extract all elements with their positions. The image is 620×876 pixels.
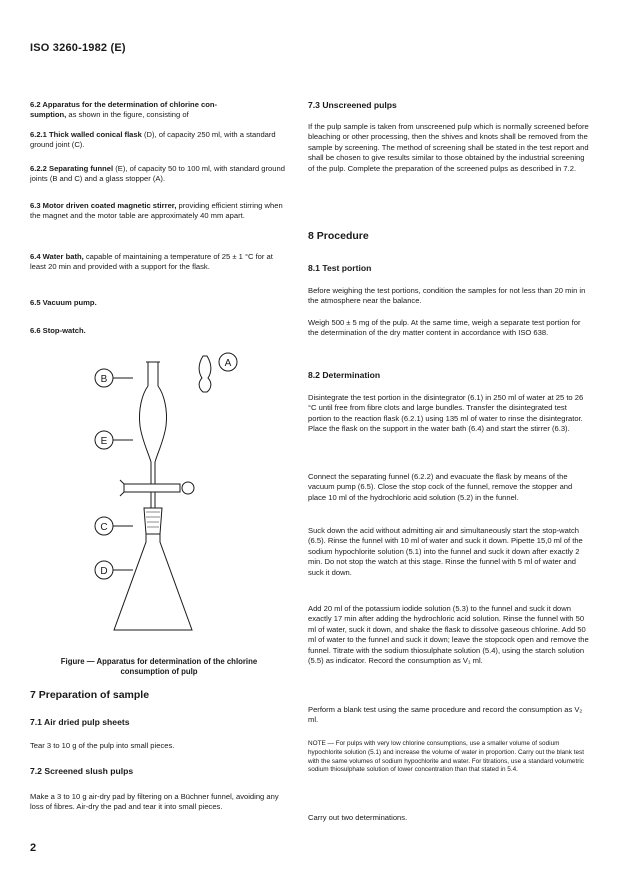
conical-flask — [114, 534, 192, 630]
section-6-2-text: as shown in the figure, consisting of — [66, 110, 189, 120]
section-6-2-1 — [30, 130, 288, 151]
label-c: C — [100, 522, 108, 533]
funnel-stem — [151, 474, 155, 508]
funnel-neck — [148, 362, 158, 386]
section-8-2-p6: Carry out two determinations. — [308, 813, 408, 822]
section-7-1-text: Tear 3 to 10 g of the pulp into small pieces. — [30, 741, 175, 750]
section-6-3-title: 6.3 Motor driven coated magnetic stirrer, — [30, 201, 177, 210]
section-8-1-title: 8.1 Test portion — [308, 263, 372, 273]
figure-caption: Figure — Apparatus for determination of the chlorine consumption of pulp — [60, 657, 258, 676]
funnel-body — [139, 386, 166, 474]
section-6-5-title: 6.5 Vacuum pump. — [30, 298, 97, 307]
section-8-1-p2: Weigh 500 ± 5 mg of the pulp. At the same time, weigh a separate test portion for the determination of the dry matter content in accordance with ISO 638. — [308, 318, 581, 338]
document-header: ISO 3260-1982 (E) — [30, 42, 126, 54]
section-6-2-title-cont: sumption, — [30, 110, 67, 120]
section-8-title: 8 Procedure — [308, 230, 369, 242]
section-7-2-text: Make a 3 to 10 g air-dry pad by filtering on a Büchner funnel, avoiding any loss of fibres. Air-dry the pad and tear it into small pieces. — [30, 792, 279, 812]
stopcock-knob — [182, 482, 194, 494]
section-6-2-title: 6.2 Apparatus for the determination of chlorine con- — [30, 100, 218, 109]
page-number: 2 — [30, 842, 37, 854]
section-8-2-title: 8.2 Determination — [308, 370, 381, 380]
section-6-2-1-title: 6.2.1 Thick walled conical flask — [30, 130, 142, 139]
section-7-3-text: If the pulp sample is taken from unscreened pulp which is normally screened before bleaching or other processing, then the shives and knots shall be removed from the sample by screening. The method of screening shall be stated in the test report and shall be chosen to give results similar to those obtained by the industrial screening of the pulp. Complete the preparation of the screened pulps as described in 7.2. — [308, 122, 589, 173]
section-8-1-p1: Before weighing the test portions, condition the samples for not less than 20 min in the atmosphere near the balance. — [308, 286, 586, 306]
section-6-3-text: providing efficient stirring when the magnet and the motor table are approximately 40 mm apart. — [30, 201, 283, 221]
section-6-4-title: 6.4 Water bath, — [30, 252, 84, 261]
stopper-a — [199, 356, 211, 392]
stopcock-handle — [120, 480, 124, 496]
note: NOTE — For pulps with very low chlorine consumptions, use a smaller volume of sodium hypochlorite solution (5.1) and increase the volume of water in proportion. Carry out the blank test with the same volumes of sodium hypochlorite and water. For titrations, use a standard volumetric sodium thiosulphate solution of lower concentration than that stated in 5.4. — [308, 740, 585, 774]
section-6-2-2-text: (E), of capacity 50 to 100 ml, with standard ground joints (B and C) and a glass stopper (A). — [30, 164, 285, 184]
section-6-2-1-text: (D), of capacity 250 ml, with a standard ground joint (C). — [30, 130, 276, 150]
stopcock-barrel — [124, 484, 180, 492]
section-8-2-p4: Add 20 ml of the potassium iodide solution (5.3) to the funnel and suck it down exactly 17 min after adding the hydrochloric acid solution. Rinse the funnel with 50 ml of water, suck it down, and shake the flask to dissolve gaseous chlorine. Add 50 ml of water to the funnel and suck it down; leave the stopcock open and remove the funnel. Titrate with the sodium thiosulphate solution (5.4), using the starch solution (5.5) as indicator. Record the consumption as V₁ ml. — [308, 604, 589, 666]
section-6-2-2-title: 6.2.2 Separating funnel — [30, 164, 114, 173]
section-6-3 — [30, 201, 288, 222]
label-d: D — [100, 566, 108, 577]
label-b: B — [100, 374, 108, 385]
section-8-2-p5: Perform a blank test using the same procedure and record the consumption as V₂ ml. — [308, 705, 583, 725]
section-7-3-title: 7.3 Unscreened pulps — [308, 100, 397, 110]
section-8-2-p3: Suck down the acid without admitting air and simultaneously start the stop-watch (6.5). Rinse the funnel with 10 ml of water and suck it down. Pipette 15,0 ml of the sodium hypochlorite solution (5.1) into the funnel and suck it down after exactly 2 min. Do not stop the watch at this stage. Rinse the funnel with 5 ml of water and suck it down. — [308, 526, 583, 577]
section-6-2 — [30, 100, 288, 121]
section-7-title: 7 Preparation of sample — [30, 689, 150, 701]
section-8-2-p1: Disintegrate the test portion in the disintegrator (6.1) in 250 ml of water at 25 to 26 °C until free from fibre clots and large bundles. Transfer the disintegrated test portion to the reaction flask (6.2.1) using 135 ml of water to rinse the disintegrator. Place the flask on the support in the water bath (6.4) and start the stirrer (6.3). — [308, 393, 584, 434]
label-a: A — [224, 358, 232, 369]
label-e: E — [100, 436, 108, 447]
section-6-4-text: capable of maintaining a temperature of 25 ± 1 °C for at least 20 min and provided with a support for the flask. — [30, 252, 273, 272]
section-8-2-p2: Connect the separating funnel (6.2.2) and evacuate the flask by means of the vacuum pump (6.5). Close the stop cock of the funnel, remove the stopper and place 10 ml of the hydrochloric acid solution (5.2) in the funnel. — [308, 472, 573, 502]
section-6-6-title: 6.6 Stop-watch. — [30, 326, 86, 335]
apparatus-figure — [30, 340, 288, 652]
section-7-2-title: 7.2 Screened slush pulps — [30, 766, 134, 776]
section-7-1-title: 7.1 Air dried pulp sheets — [30, 717, 130, 727]
section-6-2-2 — [30, 164, 288, 185]
section-6-4 — [30, 252, 288, 273]
